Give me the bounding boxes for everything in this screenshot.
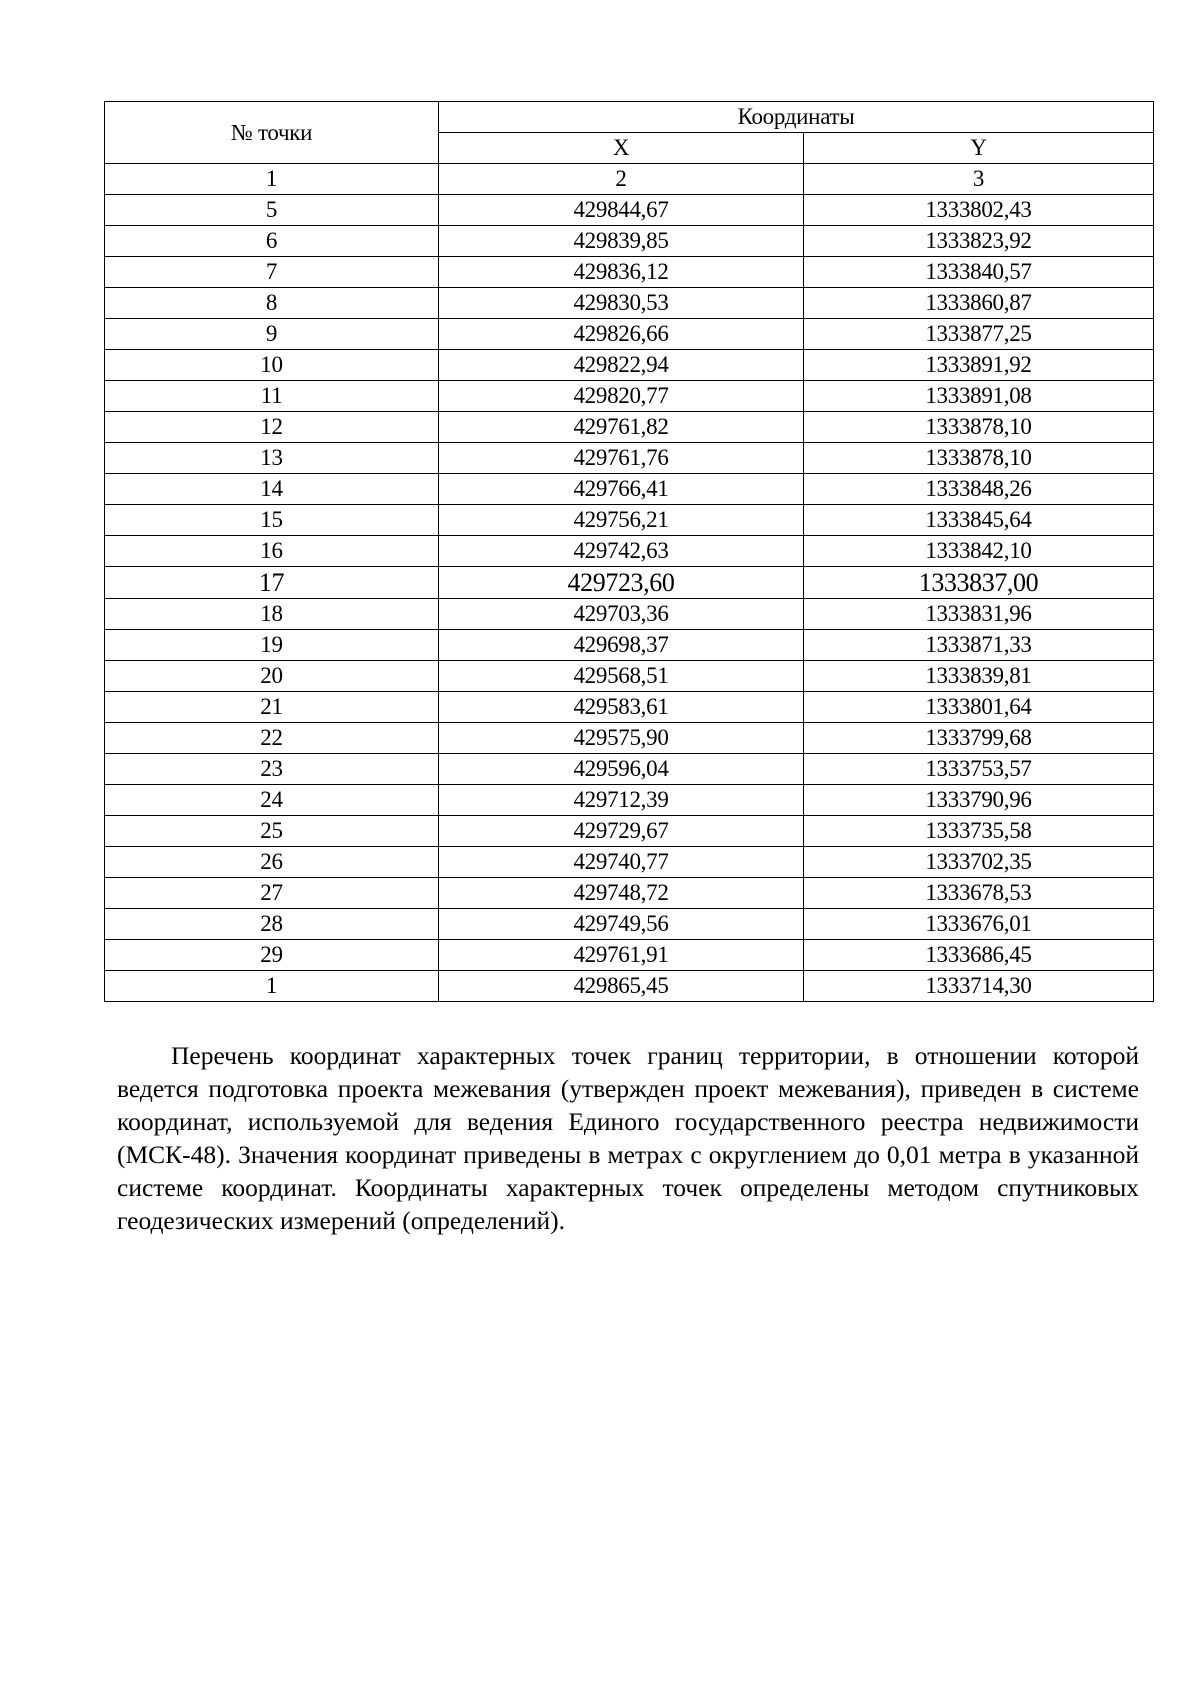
cell-y: 1333878,10 (804, 443, 1154, 474)
cell-x: 429822,94 (439, 350, 804, 381)
column-number-3: 3 (804, 164, 1154, 195)
table-row (105, 350, 1154, 381)
cell-y: 1333837,00 (804, 567, 1154, 599)
cell-y: 1333848,26 (804, 474, 1154, 505)
table-row (105, 536, 1154, 567)
table-row (105, 381, 1154, 412)
cell-point-number: 12 (105, 412, 439, 443)
cell-y: 1333735,58 (804, 816, 1154, 847)
table-row (105, 288, 1154, 319)
cell-y: 1333714,30 (804, 971, 1154, 1002)
table-row (105, 692, 1154, 723)
cell-x: 429761,82 (439, 412, 804, 443)
table-row (105, 195, 1154, 226)
cell-point-number: 10 (105, 350, 439, 381)
cell-point-number: 18 (105, 599, 439, 630)
cell-x: 429712,39 (439, 785, 804, 816)
cell-point-number: 13 (105, 443, 439, 474)
header-x: X (439, 133, 804, 164)
cell-y: 1333878,10 (804, 412, 1154, 443)
cell-x: 429761,76 (439, 443, 804, 474)
cell-y: 1333799,68 (804, 723, 1154, 754)
cell-y: 1333678,53 (804, 878, 1154, 909)
cell-y: 1333702,35 (804, 847, 1154, 878)
cell-point-number: 15 (105, 505, 439, 536)
cell-x: 429756,21 (439, 505, 804, 536)
cell-point-number: 11 (105, 381, 439, 412)
table-row (105, 474, 1154, 505)
cell-point-number: 17 (105, 567, 439, 599)
table-row (105, 412, 1154, 443)
cell-point-number: 23 (105, 754, 439, 785)
cell-x: 429826,66 (439, 319, 804, 350)
header-coordinates: Координаты (439, 102, 1154, 133)
cell-y: 1333891,08 (804, 381, 1154, 412)
cell-y: 1333839,81 (804, 661, 1154, 692)
table-row (105, 723, 1154, 754)
coordinates-table (104, 101, 1154, 1002)
cell-point-number: 22 (105, 723, 439, 754)
coordinates-table-body (105, 102, 1154, 1002)
table-row (105, 847, 1154, 878)
cell-point-number: 14 (105, 474, 439, 505)
column-number-row (105, 164, 1154, 195)
cell-point-number: 8 (105, 288, 439, 319)
cell-y: 1333802,43 (804, 195, 1154, 226)
cell-x: 429836,12 (439, 257, 804, 288)
cell-point-number: 26 (105, 847, 439, 878)
cell-y: 1333877,25 (804, 319, 1154, 350)
cell-point-number: 16 (105, 536, 439, 567)
cell-x: 429729,67 (439, 816, 804, 847)
table-row (105, 785, 1154, 816)
cell-x: 429698,37 (439, 630, 804, 661)
cell-y: 1333801,64 (804, 692, 1154, 723)
table-row (105, 443, 1154, 474)
cell-y: 1333676,01 (804, 909, 1154, 940)
cell-y: 1333840,57 (804, 257, 1154, 288)
cell-point-number: 9 (105, 319, 439, 350)
cell-x: 429820,77 (439, 381, 804, 412)
column-number-1: 1 (105, 164, 439, 195)
cell-point-number: 27 (105, 878, 439, 909)
table-row (105, 878, 1154, 909)
cell-x: 429575,90 (439, 723, 804, 754)
table-row (105, 226, 1154, 257)
cell-point-number: 7 (105, 257, 439, 288)
column-number-2: 2 (439, 164, 804, 195)
cell-x: 429749,56 (439, 909, 804, 940)
cell-x: 429761,91 (439, 940, 804, 971)
table-row (105, 567, 1154, 599)
cell-x: 429839,85 (439, 226, 804, 257)
cell-x: 429568,51 (439, 661, 804, 692)
table-row (105, 599, 1154, 630)
cell-x: 429596,04 (439, 754, 804, 785)
cell-y: 1333860,87 (804, 288, 1154, 319)
header-y: Y (804, 133, 1154, 164)
cell-x: 429865,45 (439, 971, 804, 1002)
table-row (105, 630, 1154, 661)
table-row (105, 971, 1154, 1002)
cell-x: 429583,61 (439, 692, 804, 723)
header-point-number: № точки (105, 102, 439, 164)
cell-point-number: 20 (105, 661, 439, 692)
cell-point-number: 5 (105, 195, 439, 226)
table-row (105, 754, 1154, 785)
cell-y: 1333686,45 (804, 940, 1154, 971)
table-row (105, 940, 1154, 971)
table-row (105, 319, 1154, 350)
cell-y: 1333871,33 (804, 630, 1154, 661)
cell-point-number: 29 (105, 940, 439, 971)
cell-point-number: 19 (105, 630, 439, 661)
cell-y: 1333790,96 (804, 785, 1154, 816)
cell-y: 1333845,64 (804, 505, 1154, 536)
header-row-top (105, 102, 1154, 133)
coordinates-note: Перечень координат характерных точек границ территории, в отношении которой ведется подготовка проекта межевания (утвержден проект межевания), приведен в системе координат, используемой для ведения Единого государственного реестра недвижимости (МСК-48). Значения координат приведены в метрах с округлением до 0,01 метра в указанной системе координат. Координаты характерных точек определены методом спутниковых геодезических измерений (определений). (117, 1041, 1139, 1235)
cell-x: 429748,72 (439, 878, 804, 909)
table-row (105, 909, 1154, 940)
cell-point-number: 1 (105, 971, 439, 1002)
cell-point-number: 21 (105, 692, 439, 723)
cell-x: 429703,36 (439, 599, 804, 630)
cell-y: 1333891,92 (804, 350, 1154, 381)
cell-y: 1333753,57 (804, 754, 1154, 785)
cell-point-number: 25 (105, 816, 439, 847)
cell-point-number: 24 (105, 785, 439, 816)
cell-y: 1333842,10 (804, 536, 1154, 567)
cell-x: 429830,53 (439, 288, 804, 319)
table-row (105, 816, 1154, 847)
table-row (105, 257, 1154, 288)
table-row (105, 661, 1154, 692)
cell-x: 429740,77 (439, 847, 804, 878)
cell-x: 429742,63 (439, 536, 804, 567)
cell-point-number: 28 (105, 909, 439, 940)
cell-x: 429723,60 (439, 567, 804, 599)
cell-x: 429766,41 (439, 474, 804, 505)
cell-x: 429844,67 (439, 195, 804, 226)
cell-point-number: 6 (105, 226, 439, 257)
cell-y: 1333823,92 (804, 226, 1154, 257)
table-row (105, 505, 1154, 536)
cell-y: 1333831,96 (804, 599, 1154, 630)
